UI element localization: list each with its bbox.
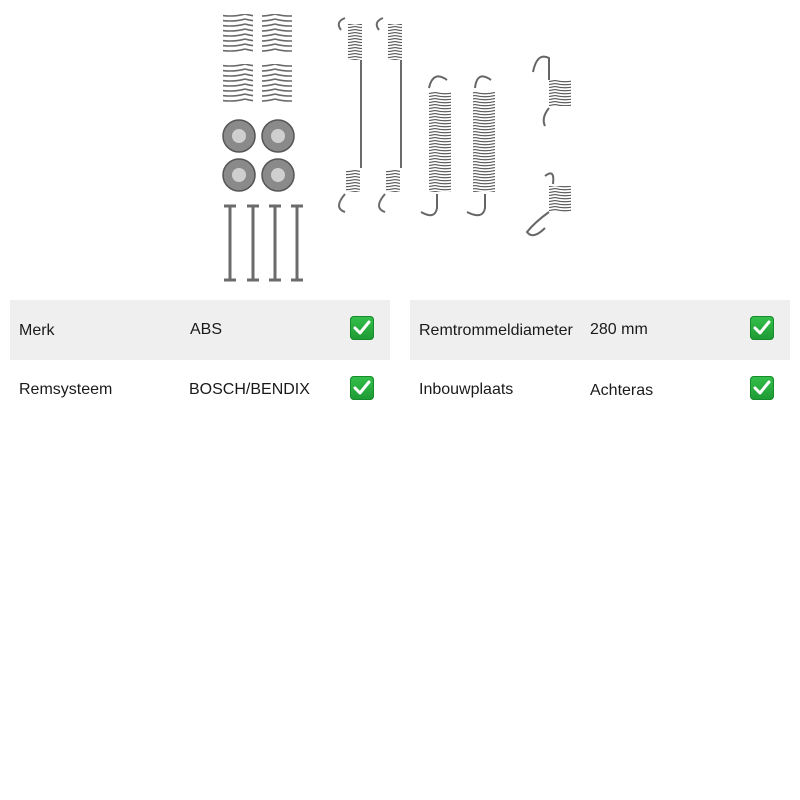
spec-value: BOSCH/BENDIX [189,381,310,398]
spec-row-merk [10,300,390,360]
short-springs [527,57,571,236]
spec-value: Achteras [590,382,654,399]
coil-springs [421,76,495,215]
spec-value: 280 mm [590,321,648,338]
hold-down-pins [224,206,303,280]
spec-label: Merk [19,322,55,339]
check-icon [750,376,774,400]
spec-label: Remtrommeldiameter [419,322,573,339]
product-image [215,8,585,288]
spec-row-remtrommeldiameter [410,300,790,360]
spring-washers [223,120,294,191]
hold-down-springs [223,14,292,102]
spec-row-remsysteem [10,360,390,420]
check-icon [350,316,374,340]
check-icon [350,376,374,400]
spec-row-inbouwplaats [410,360,790,420]
long-return-springs [339,18,402,212]
spec-label: Inbouwplaats [419,381,514,398]
spec-value: ABS [190,321,223,338]
check-icon [750,316,774,340]
spec-label: Remsysteem [19,381,113,398]
